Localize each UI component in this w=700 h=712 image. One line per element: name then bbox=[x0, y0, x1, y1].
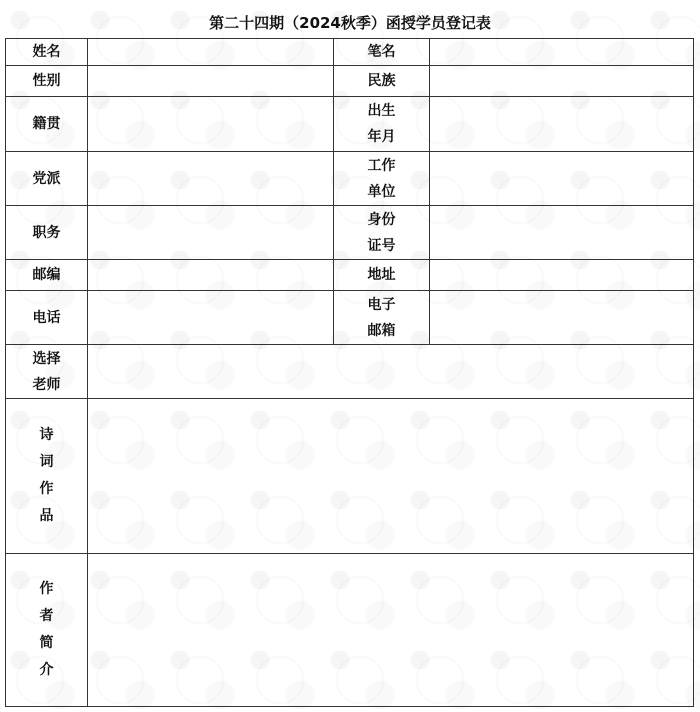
label-phone: 电话 bbox=[6, 291, 88, 345]
field-address[interactable] bbox=[430, 260, 694, 291]
field-workplace[interactable] bbox=[430, 152, 694, 206]
field-gender[interactable] bbox=[88, 66, 334, 97]
field-phone[interactable] bbox=[88, 291, 334, 345]
label-position: 职务 bbox=[6, 206, 88, 260]
label-teacher: 选择老师 bbox=[6, 345, 88, 399]
label-ethnicity: 民族 bbox=[334, 66, 430, 97]
field-ethnicity[interactable] bbox=[430, 66, 694, 97]
field-pen-name[interactable] bbox=[430, 39, 694, 66]
label-postal-code: 邮编 bbox=[6, 260, 88, 291]
row-postal-code bbox=[6, 260, 694, 291]
field-native-place[interactable] bbox=[88, 97, 334, 152]
label-party: 党派 bbox=[6, 152, 88, 206]
registration-table bbox=[5, 38, 694, 707]
label-email: 电子邮箱 bbox=[334, 291, 430, 345]
label-address: 地址 bbox=[334, 260, 430, 291]
row-gender bbox=[6, 66, 694, 97]
field-birth-date[interactable] bbox=[430, 97, 694, 152]
label-name: 姓名 bbox=[6, 39, 88, 66]
row-teacher bbox=[6, 345, 694, 399]
row-poems bbox=[6, 399, 694, 554]
field-name[interactable] bbox=[88, 39, 334, 66]
row-party bbox=[6, 152, 694, 206]
field-email[interactable] bbox=[430, 291, 694, 345]
row-position bbox=[6, 206, 694, 260]
row-native-place bbox=[6, 97, 694, 152]
label-poems: 诗词作品 bbox=[6, 399, 88, 554]
row-bio bbox=[6, 554, 694, 707]
label-gender: 性别 bbox=[6, 66, 88, 97]
field-party[interactable] bbox=[88, 152, 334, 206]
label-bio: 作者简介 bbox=[6, 554, 88, 707]
row-phone bbox=[6, 291, 694, 345]
field-poems[interactable] bbox=[88, 399, 694, 554]
field-teacher[interactable] bbox=[88, 345, 694, 399]
label-native-place: 籍贯 bbox=[6, 97, 88, 152]
label-id-number: 身份证号 bbox=[334, 206, 430, 260]
label-workplace: 工作单位 bbox=[334, 152, 430, 206]
field-id-number[interactable] bbox=[430, 206, 694, 260]
field-bio[interactable] bbox=[88, 554, 694, 707]
label-pen-name: 笔名 bbox=[334, 39, 430, 66]
label-birth-date: 出生年月 bbox=[334, 97, 430, 152]
field-position[interactable] bbox=[88, 206, 334, 260]
form-title: 第二十四期（2024秋季）函授学员登记表 bbox=[209, 14, 491, 32]
row-name bbox=[6, 39, 694, 66]
field-postal-code[interactable] bbox=[88, 260, 334, 291]
